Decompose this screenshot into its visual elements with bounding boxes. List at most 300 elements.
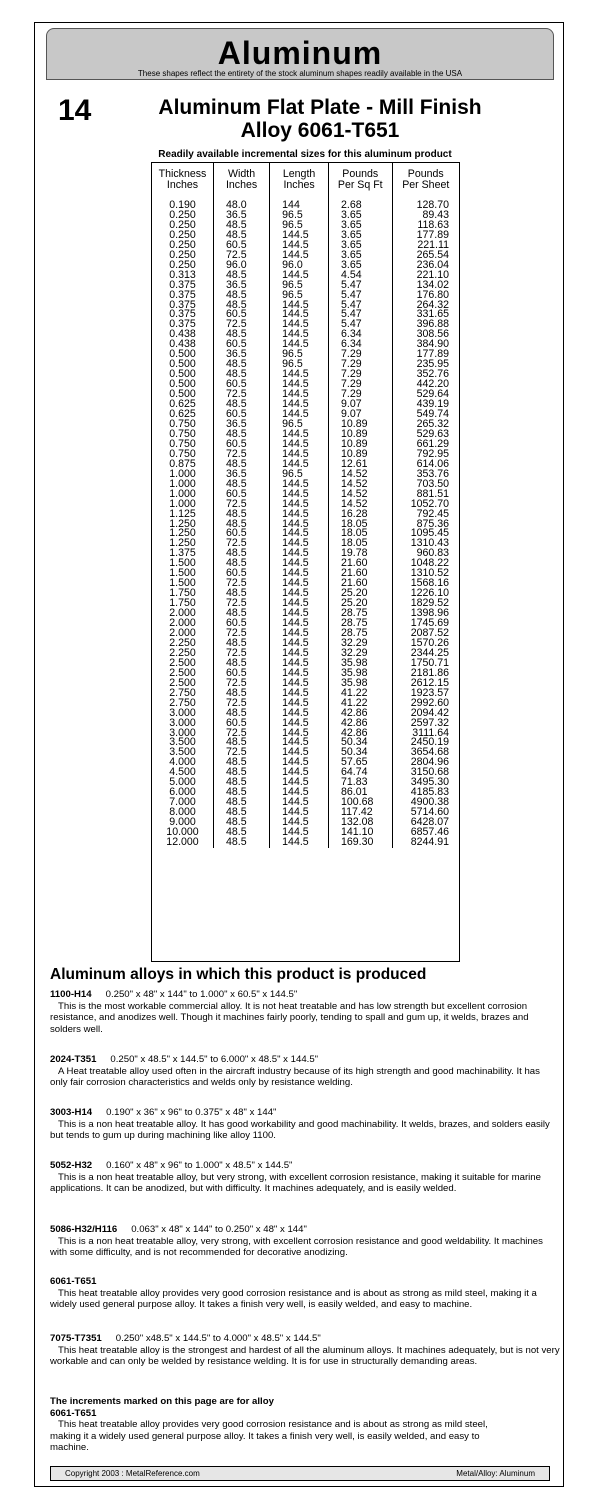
lbs-per-sheet-cell: 439.19 xyxy=(416,398,449,411)
alloy-description: This is the most workable commercial alloy. It is not heat treatable and has low strength but excellent corrosion resistance, and anodizes well. Though it machines fairly poorly, tending to spall and gum up, it welds, brazes and solders well. xyxy=(50,1000,529,1035)
alloy-description: A Heat treatable alloy used often in the aircraft industry because of its high strength and good machinability. It has only fair corrosion characteristics and welds only by resistance welding. xyxy=(50,1065,540,1089)
thickness-cell: 1.500 xyxy=(152,559,214,569)
lbs-per-sqft-cell: 10.89 xyxy=(329,430,393,440)
thickness-cell: 0.875 xyxy=(152,460,214,470)
width-cell: 48.5 xyxy=(214,768,270,778)
width-cell: 72.5 xyxy=(214,679,270,689)
length-cell: 144.5 xyxy=(270,579,329,589)
thickness-cell: 1.000 xyxy=(152,470,214,480)
lbs-per-sqft-cell: 42.86 xyxy=(329,719,393,729)
lbs-per-sheet-cell: 4185.83 xyxy=(410,786,449,799)
length-cell: 144.5 xyxy=(270,818,329,828)
lbs-per-sheet-cell: 703.50 xyxy=(416,477,449,490)
thickness-cell: 1.250 xyxy=(152,539,214,549)
length-cell: 144.5 xyxy=(270,241,329,251)
length-cell: 96.0 xyxy=(270,261,329,271)
thickness-cell: 1.000 xyxy=(152,500,214,510)
table-row xyxy=(152,251,459,261)
lbs-per-sqft-cell: 2.68 xyxy=(329,199,393,211)
width-cell: 48.0 xyxy=(214,199,270,211)
thickness-cell: 2.250 xyxy=(152,649,214,659)
lbs-per-sqft-cell: 5.47 xyxy=(329,291,393,301)
table-row xyxy=(152,838,459,848)
lbs-per-sqft-cell: 18.05 xyxy=(329,539,393,549)
length-cell: 144.5 xyxy=(270,838,329,848)
lbs-per-sqft-cell: 41.22 xyxy=(329,689,393,699)
width-cell: 60.5 xyxy=(214,410,270,420)
lbs-per-sqft-cell: 3.65 xyxy=(329,241,393,251)
length-cell: 144.5 xyxy=(270,798,329,808)
length-cell: 144.5 xyxy=(270,549,329,559)
lbs-per-sheet-cell: 1568.16 xyxy=(410,577,449,590)
lbs-per-sheet-cell: 264.32 xyxy=(416,298,449,311)
width-cell: 48.5 xyxy=(214,818,270,828)
increments-note xyxy=(50,1396,510,1454)
thickness-cell: 2.500 xyxy=(152,669,214,679)
table-row xyxy=(152,410,459,420)
thickness-cell: 2.500 xyxy=(152,659,214,669)
column-header: Thickness Inches xyxy=(152,163,214,199)
lbs-per-sqft-cell: 28.75 xyxy=(329,629,393,639)
length-cell: 144.5 xyxy=(270,609,329,619)
alloy-description: This heat treatable alloy is the strongest and hardest of all the aluminum alloys. It machines adequately, but is not very workable and can only be welded by resistance welding. It is for use in structurally demanding areas. xyxy=(50,1344,560,1368)
length-cell: 144.5 xyxy=(270,450,329,460)
lbs-per-sheet-cell: 3111.64 xyxy=(412,726,449,739)
lbs-per-sqft-cell: 3.65 xyxy=(329,261,393,271)
thickness-cell: 4.000 xyxy=(152,758,214,768)
thickness-cell: 1.000 xyxy=(152,490,214,500)
length-cell: 144.5 xyxy=(270,699,329,709)
thickness-cell: 0.750 xyxy=(152,440,214,450)
length-cell: 144.5 xyxy=(270,689,329,699)
lbs-per-sheet-cell: 221.10 xyxy=(416,268,449,281)
lbs-per-sqft-cell: 42.86 xyxy=(329,709,393,719)
increments-heading: The increments marked on this page are for alloy xyxy=(50,1396,274,1407)
lbs-per-sheet-cell: 1052.70 xyxy=(410,497,449,510)
lbs-per-sqft-cell: 169.30 xyxy=(329,838,393,848)
lbs-per-sheet-cell: 6857.46 xyxy=(410,826,449,839)
thickness-cell: 1.250 xyxy=(152,529,214,539)
alloy-name: 7075-T7351 xyxy=(50,1333,102,1344)
width-cell: 72.5 xyxy=(214,500,270,510)
lbs-per-sqft-cell: 19.78 xyxy=(329,549,393,559)
lbs-per-sheet-cell: 529.64 xyxy=(416,388,449,401)
copyright-text: Copyright 2003 : MetalReference.com xyxy=(65,1469,200,1478)
lbs-per-sqft-cell: 41.22 xyxy=(329,699,393,709)
thickness-cell: 8.000 xyxy=(152,808,214,818)
length-cell: 144.5 xyxy=(270,490,329,500)
thickness-cell: 0.375 xyxy=(152,301,214,311)
lbs-per-sheet-cell: 331.65 xyxy=(416,308,449,321)
lbs-per-sqft-cell: 28.75 xyxy=(329,619,393,629)
width-cell: 48.5 xyxy=(214,510,270,520)
alloy-entry xyxy=(50,1224,560,1259)
lbs-per-sqft-cell: 9.07 xyxy=(329,400,393,410)
lbs-per-sqft-cell: 35.98 xyxy=(329,669,393,679)
lbs-per-sheet-cell: 1310.52 xyxy=(410,567,449,580)
product-title xyxy=(120,96,520,142)
alloy-range: 0.190" x 36" x 96" to 0.375" x 48" x 144" xyxy=(106,1107,277,1118)
table-header-row xyxy=(152,163,459,199)
width-cell: 36.5 xyxy=(214,281,270,291)
alloy-name: 3003-H14 xyxy=(50,1107,93,1118)
width-cell: 60.5 xyxy=(214,490,270,500)
lbs-per-sheet-cell: 2612.15 xyxy=(410,676,449,689)
length-cell: 144.5 xyxy=(270,370,329,380)
alloy-entry xyxy=(50,1107,560,1142)
lbs-per-sqft-cell: 10.89 xyxy=(329,450,393,460)
category-text: Metal/Alloy: Aluminum xyxy=(456,1469,535,1478)
alloys-heading: Aluminum alloys in which this product is produced xyxy=(50,966,427,983)
length-cell: 144.5 xyxy=(270,500,329,510)
lbs-per-sheet-cell: 792.45 xyxy=(416,507,449,520)
lbs-per-sheet-cell: 549.74 xyxy=(416,408,449,421)
lbs-per-sqft-cell: 14.52 xyxy=(329,470,393,480)
lbs-per-sqft-cell: 64.74 xyxy=(329,768,393,778)
lbs-per-sqft-cell: 7.29 xyxy=(329,380,393,390)
width-cell: 72.5 xyxy=(214,450,270,460)
length-cell: 144.5 xyxy=(270,430,329,440)
width-cell: 72.5 xyxy=(214,729,270,739)
lbs-per-sheet-cell: 221.11 xyxy=(417,238,449,251)
table-row xyxy=(152,211,459,221)
alloy-description: This is a non heat treatable alloy. It has good workability and good machinability. It welds, brazes, and solders easily but tends to gum up during machining like alloy 1100. xyxy=(50,1118,550,1142)
lbs-per-sheet-cell: 396.88 xyxy=(416,318,449,331)
lbs-per-sqft-cell: 7.29 xyxy=(329,370,393,380)
width-cell: 48.5 xyxy=(214,460,270,470)
lbs-per-sheet-cell: 118.63 xyxy=(417,218,449,231)
column-header: Width Inches xyxy=(214,163,270,199)
thickness-cell: 12.000 xyxy=(152,838,214,848)
thickness-cell: 3.500 xyxy=(152,748,214,758)
alloy-description: This heat treatable alloy provides very good corrosion resistance and is about as strong as mild steel, making it a widely used general purpose alloy. It takes a finish very well, is easily welded, and easy to machine. xyxy=(50,1287,537,1311)
thickness-cell: 1.500 xyxy=(152,579,214,589)
lbs-per-sqft-cell: 132.08 xyxy=(329,818,393,828)
width-cell: 48.5 xyxy=(214,709,270,719)
lbs-per-sqft-cell: 18.05 xyxy=(329,520,393,530)
width-cell: 96.0 xyxy=(214,261,270,271)
lbs-per-sheet-cell: 2804.96 xyxy=(410,756,449,769)
lbs-per-sqft-cell: 117.42 xyxy=(329,808,393,818)
lbs-per-sqft-cell: 6.34 xyxy=(329,340,393,350)
lbs-per-sheet-cell: 236.04 xyxy=(416,258,449,271)
table-row xyxy=(152,271,459,281)
lbs-per-sheet-cell: 177.89 xyxy=(416,348,449,361)
length-cell: 144.5 xyxy=(270,768,329,778)
length-cell: 144.5 xyxy=(270,619,329,629)
thickness-cell: 0.190 xyxy=(152,199,214,211)
width-cell: 72.5 xyxy=(214,390,270,400)
lbs-per-sheet-cell: 2597.32 xyxy=(410,716,449,729)
lbs-per-sqft-cell: 25.20 xyxy=(329,599,393,609)
alloy-range: 0.250" x 48.5" x 144.5" to 6.000" x 48.5" x 144.5" xyxy=(110,1054,319,1065)
table-body xyxy=(152,199,459,848)
thickness-cell: 0.250 xyxy=(152,261,214,271)
length-cell: 96.5 xyxy=(270,420,329,430)
length-cell: 144.5 xyxy=(270,410,329,420)
thickness-cell: 1.750 xyxy=(152,589,214,599)
width-cell: 48.5 xyxy=(214,609,270,619)
thickness-cell: 1.000 xyxy=(152,480,214,490)
alloy-range: 0.160" x 48" x 96" to 1.000" x 48.5" x 144.5" xyxy=(106,1160,293,1171)
sizes-table xyxy=(151,162,460,962)
lbs-per-sheet-cell: 89.43 xyxy=(422,208,449,221)
width-cell: 48.5 xyxy=(214,231,270,241)
width-cell: 48.5 xyxy=(214,221,270,231)
thickness-cell: 0.750 xyxy=(152,450,214,460)
thickness-cell: 4.500 xyxy=(152,768,214,778)
thickness-cell: 0.250 xyxy=(152,251,214,261)
length-cell: 144.5 xyxy=(270,669,329,679)
product-number: 14 xyxy=(58,94,92,127)
thickness-cell: 0.500 xyxy=(152,360,214,370)
thickness-cell: 0.375 xyxy=(152,320,214,330)
lbs-per-sqft-cell: 3.65 xyxy=(329,251,393,261)
lbs-per-sheet-cell: 3654.68 xyxy=(410,746,449,759)
lbs-per-sheet-cell: 235.95 xyxy=(416,358,449,371)
lbs-per-sqft-cell: 42.86 xyxy=(329,729,393,739)
lbs-per-sheet-cell: 265.32 xyxy=(416,417,449,430)
length-cell: 96.5 xyxy=(270,281,329,291)
lbs-per-sqft-cell: 4.54 xyxy=(329,271,393,281)
width-cell: 48.5 xyxy=(214,400,270,410)
lbs-per-sqft-cell: 21.60 xyxy=(329,569,393,579)
lbs-per-sheet-cell: 384.90 xyxy=(416,338,449,351)
alloy-entry xyxy=(50,989,560,1035)
thickness-cell: 3.000 xyxy=(152,729,214,739)
thickness-cell: 1.125 xyxy=(152,510,214,520)
lbs-per-sheet-cell: 3495.30 xyxy=(410,776,449,789)
lbs-per-sqft-cell: 12.61 xyxy=(329,460,393,470)
width-cell: 48.5 xyxy=(214,330,270,340)
width-cell: 36.5 xyxy=(214,420,270,430)
alloy-entry xyxy=(50,1054,560,1089)
width-cell: 48.5 xyxy=(214,788,270,798)
thickness-cell: 1.750 xyxy=(152,599,214,609)
length-cell: 144.5 xyxy=(270,330,329,340)
alloy-range: 0.250" x 48" x 144" to 1.000" x 60.5" x 144.5" xyxy=(105,989,298,1000)
length-cell: 144.5 xyxy=(270,629,329,639)
width-cell: 60.5 xyxy=(214,241,270,251)
table-caption: Readily available incremental sizes for this aluminum product xyxy=(158,149,452,160)
lbs-per-sqft-cell: 16.28 xyxy=(329,510,393,520)
alloy-name: 6061-T651 xyxy=(50,1276,97,1287)
thickness-cell: 0.250 xyxy=(152,231,214,241)
thickness-cell: 10.000 xyxy=(152,828,214,838)
lbs-per-sheet-cell: 960.83 xyxy=(416,547,449,560)
thickness-cell: 2.250 xyxy=(152,639,214,649)
alloy-entry xyxy=(50,1333,560,1368)
width-cell: 48.5 xyxy=(214,589,270,599)
lbs-per-sheet-cell: 5714.60 xyxy=(410,806,449,819)
lbs-per-sheet-cell: 1048.22 xyxy=(410,557,449,570)
length-cell: 144.5 xyxy=(270,400,329,410)
thickness-cell: 1.500 xyxy=(152,569,214,579)
lbs-per-sheet-cell: 128.70 xyxy=(416,199,449,211)
lbs-per-sheet-cell: 134.02 xyxy=(416,278,449,291)
width-cell: 48.5 xyxy=(214,520,270,530)
product-title-line2: Alloy 6061-T651 xyxy=(240,119,400,142)
lbs-per-sqft-cell: 86.01 xyxy=(329,788,393,798)
width-cell: 48.5 xyxy=(214,838,270,848)
table-row xyxy=(152,350,459,360)
thickness-cell: 0.375 xyxy=(152,291,214,301)
width-cell: 48.5 xyxy=(214,480,270,490)
length-cell: 144.5 xyxy=(270,758,329,768)
width-cell: 48.5 xyxy=(214,291,270,301)
lbs-per-sqft-cell: 21.60 xyxy=(329,559,393,569)
alloy-description: This is a non heat treatable alloy, very strong, with excellent corrosion resistance and good weldability. It machines with some difficulty, and is not recommended for decorative anodizing. xyxy=(50,1235,543,1259)
lbs-per-sqft-cell: 100.68 xyxy=(329,798,393,808)
length-cell: 144.5 xyxy=(270,310,329,320)
thickness-cell: 0.250 xyxy=(152,221,214,231)
thickness-cell: 2.750 xyxy=(152,699,214,709)
width-cell: 48.5 xyxy=(214,659,270,669)
length-cell: 144.5 xyxy=(270,320,329,330)
thickness-cell: 0.500 xyxy=(152,350,214,360)
alloy-name: 2024-T351 xyxy=(50,1054,97,1065)
thickness-cell: 0.375 xyxy=(152,310,214,320)
length-cell: 144.5 xyxy=(270,748,329,758)
width-cell: 48.5 xyxy=(214,301,270,311)
lbs-per-sheet-cell: 265.54 xyxy=(416,248,449,261)
thickness-cell: 2.750 xyxy=(152,689,214,699)
lbs-per-sqft-cell: 21.60 xyxy=(329,579,393,589)
alloy-name: 5086-H32/H116 xyxy=(50,1224,118,1235)
alloy-range: 0.250" x48.5" x 144.5" to 4.000" x 48.5" x 144.5" xyxy=(115,1333,321,1344)
length-cell: 144.5 xyxy=(270,679,329,689)
length-cell: 144.5 xyxy=(270,659,329,669)
length-cell: 144.5 xyxy=(270,569,329,579)
width-cell: 48.5 xyxy=(214,549,270,559)
thickness-cell: 2.000 xyxy=(152,609,214,619)
length-cell: 144.5 xyxy=(270,251,329,261)
width-cell: 72.5 xyxy=(214,320,270,330)
page-subtitle: These shapes reflect the entirety of the stock aluminum shapes readily available in the USA xyxy=(137,69,463,78)
lbs-per-sqft-cell: 5.47 xyxy=(329,320,393,330)
lbs-per-sheet-cell: 529.63 xyxy=(416,427,449,440)
lbs-per-sheet-cell: 8244.91 xyxy=(410,836,449,848)
lbs-per-sheet-cell: 6428.07 xyxy=(410,816,449,829)
thickness-cell: 1.375 xyxy=(152,549,214,559)
lbs-per-sqft-cell: 50.34 xyxy=(329,738,393,748)
length-cell: 96.5 xyxy=(270,291,329,301)
lbs-per-sheet-cell: 2181.86 xyxy=(410,666,449,679)
lbs-per-sqft-cell: 57.65 xyxy=(329,758,393,768)
increments-description: This heat treatable alloy provides very good corrosion resistance and is about as strong as mild steel, making it a widely used general purpose alloy. It takes a finish very well, is easily welded, and easy to machine. xyxy=(50,1419,488,1454)
length-cell: 144 xyxy=(270,199,329,211)
width-cell: 48.5 xyxy=(214,360,270,370)
lbs-per-sqft-cell: 14.52 xyxy=(329,480,393,490)
length-cell: 144.5 xyxy=(270,599,329,609)
width-cell: 60.5 xyxy=(214,310,270,320)
lbs-per-sqft-cell: 6.34 xyxy=(329,330,393,340)
lbs-per-sqft-cell: 50.34 xyxy=(329,748,393,758)
width-cell: 48.5 xyxy=(214,738,270,748)
length-cell: 144.5 xyxy=(270,559,329,569)
length-cell: 144.5 xyxy=(270,529,329,539)
width-cell: 60.5 xyxy=(214,569,270,579)
width-cell: 36.5 xyxy=(214,470,270,480)
thickness-cell: 2.000 xyxy=(152,619,214,629)
length-cell: 144.5 xyxy=(270,440,329,450)
thickness-cell: 0.750 xyxy=(152,420,214,430)
length-cell: 144.5 xyxy=(270,649,329,659)
width-cell: 72.5 xyxy=(214,699,270,709)
lbs-per-sheet-cell: 1745.69 xyxy=(410,617,449,630)
thickness-cell: 2.500 xyxy=(152,679,214,689)
length-cell: 144.5 xyxy=(270,778,329,788)
thickness-cell: 0.500 xyxy=(152,390,214,400)
length-cell: 144.5 xyxy=(270,709,329,719)
table-row xyxy=(152,340,459,350)
lbs-per-sheet-cell: 442.20 xyxy=(416,378,449,391)
lbs-per-sqft-cell: 10.89 xyxy=(329,420,393,430)
alloy-range: 0.063" x 48" x 144" to 0.250" x 48" x 144" xyxy=(131,1224,307,1235)
lbs-per-sheet-cell: 353.76 xyxy=(416,467,449,480)
alloy-range xyxy=(96,1276,110,1287)
lbs-per-sheet-cell: 1226.10 xyxy=(410,587,449,600)
thickness-cell: 0.438 xyxy=(152,340,214,350)
thickness-cell: 6.000 xyxy=(152,788,214,798)
lbs-per-sqft-cell: 25.20 xyxy=(329,589,393,599)
alloy-name: 5052-H32 xyxy=(50,1160,93,1171)
length-cell: 96.5 xyxy=(270,211,329,221)
lbs-per-sheet-cell: 1923.57 xyxy=(410,686,449,699)
width-cell: 48.5 xyxy=(214,758,270,768)
lbs-per-sqft-cell: 32.29 xyxy=(329,649,393,659)
length-cell: 144.5 xyxy=(270,589,329,599)
lbs-per-sqft-cell: 9.07 xyxy=(329,410,393,420)
alloy-entry xyxy=(50,1160,560,1195)
thickness-cell: 0.313 xyxy=(152,271,214,281)
lbs-per-sqft-cell: 3.65 xyxy=(329,211,393,221)
alloy-name: 1100-H14 xyxy=(50,989,92,1000)
length-cell: 144.5 xyxy=(270,480,329,490)
lbs-per-sheet-cell: 2992.60 xyxy=(410,696,449,709)
lbs-per-sheet-cell: 177.89 xyxy=(416,228,449,241)
length-cell: 144.5 xyxy=(270,301,329,311)
lbs-per-sheet-cell: 4900.38 xyxy=(410,796,449,809)
width-cell: 48.5 xyxy=(214,271,270,281)
lbs-per-sqft-cell: 32.29 xyxy=(329,639,393,649)
length-cell: 144.5 xyxy=(270,719,329,729)
column-header: Pounds Per Sheet xyxy=(402,168,450,191)
width-cell: 72.5 xyxy=(214,579,270,589)
thickness-cell: 0.625 xyxy=(152,410,214,420)
lbs-per-sqft-cell: 3.65 xyxy=(329,221,393,231)
lbs-per-sheet-cell: 2087.52 xyxy=(410,626,449,639)
length-cell: 144.5 xyxy=(270,729,329,739)
thickness-cell: 7.000 xyxy=(152,798,214,808)
lbs-per-sqft-cell: 3.65 xyxy=(329,231,393,241)
thickness-cell: 0.250 xyxy=(152,241,214,251)
lbs-per-sqft-cell: 7.29 xyxy=(329,350,393,360)
width-cell: 60.5 xyxy=(214,619,270,629)
length-cell: 144.5 xyxy=(270,788,329,798)
table-row xyxy=(152,199,459,211)
length-cell: 144.5 xyxy=(270,738,329,748)
lbs-per-sqft-cell: 5.47 xyxy=(329,281,393,291)
lbs-per-sheet-cell: 875.36 xyxy=(416,517,449,530)
lbs-per-sheet-cell: 2344.25 xyxy=(410,646,449,659)
lbs-per-sheet-cell: 1829.52 xyxy=(410,597,449,610)
width-cell: 72.5 xyxy=(214,251,270,261)
lbs-per-sqft-cell: 14.52 xyxy=(329,500,393,510)
width-cell: 60.5 xyxy=(214,340,270,350)
thickness-cell: 0.500 xyxy=(152,370,214,380)
thickness-cell: 3.500 xyxy=(152,738,214,748)
